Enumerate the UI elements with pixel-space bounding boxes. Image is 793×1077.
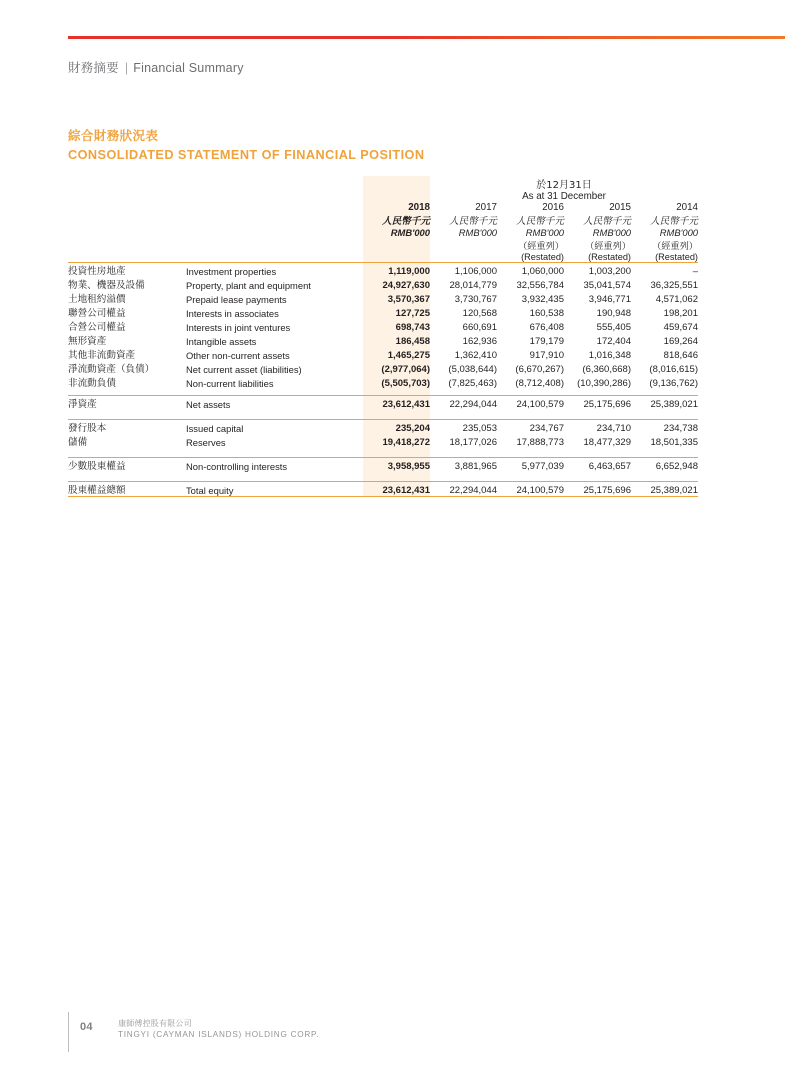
spacer-cell xyxy=(68,191,186,202)
cell-2016: 234,767 xyxy=(497,420,564,435)
spacer-cell xyxy=(631,472,698,482)
spacer-cell xyxy=(68,238,186,252)
cell-2014: 234,738 xyxy=(631,420,698,435)
row-label-zh: 其他非流動資產 xyxy=(68,350,136,361)
cell-2018: 1,119,000 xyxy=(363,263,430,278)
row-label-en: Total equity xyxy=(186,482,363,497)
cell-2018: 23,612,431 xyxy=(363,396,430,411)
cell-2014: 818,646 xyxy=(663,350,698,361)
cell-2017: 1,106,000 xyxy=(430,263,497,278)
cell-2016: 24,100,579 xyxy=(497,482,564,497)
spacer-cell xyxy=(497,472,564,482)
cell-2018: 3,958,955 xyxy=(363,458,430,473)
cell-2015: 18,477,329 xyxy=(583,437,631,448)
cell-2014: 25,389,021 xyxy=(631,396,698,411)
column-year-2015: 2015 xyxy=(609,202,631,213)
cell-2015: 3,946,771 xyxy=(588,294,631,305)
cell-2016: (6,670,267) xyxy=(515,364,564,375)
cell-2014: 459,674 xyxy=(663,322,698,333)
restated-zh-row xyxy=(68,238,698,252)
spacer-cell xyxy=(68,176,186,191)
spacer-cell xyxy=(68,448,186,458)
row-label-zh: 發行股本 xyxy=(68,420,186,435)
cell-2015: 172,404 xyxy=(596,336,631,347)
cell-2016: 676,408 xyxy=(529,322,564,333)
page-number: 04 xyxy=(80,1021,93,1033)
spacer-cell xyxy=(186,227,363,238)
spacer-cell-hl xyxy=(363,472,430,482)
currency-en-row xyxy=(68,227,698,238)
cell-2018: (2,977,064) xyxy=(363,361,430,375)
cell-2016: (8,712,408) xyxy=(515,378,564,389)
spacer-cell xyxy=(430,448,497,458)
cell-2016: 3,932,435 xyxy=(521,294,564,305)
spacer-cell xyxy=(186,202,363,213)
period-label-zh: 於12月31日 xyxy=(536,180,592,191)
cell-2015: 25,175,696 xyxy=(564,396,631,411)
cell-2016: 17,888,773 xyxy=(516,437,564,448)
row-label-en: Net assets xyxy=(186,396,363,411)
table-row xyxy=(68,277,698,291)
column-restated-en-2016: (Restated) xyxy=(521,252,564,262)
period-en-row xyxy=(68,191,698,202)
running-header xyxy=(68,58,244,76)
row-label-zh: 儲備 xyxy=(68,437,88,448)
spacer-cell xyxy=(186,238,363,252)
cell-2017: 3,881,965 xyxy=(430,458,497,473)
cell-2014: 18,501,335 xyxy=(650,437,698,448)
table-row-net-assets xyxy=(68,396,698,411)
cell-2014: (8,016,615) xyxy=(649,364,698,375)
row-label-zh: 合營公司權益 xyxy=(68,322,126,333)
column-currency-zh-2014: 人民幣千元 xyxy=(650,216,698,227)
cell-2018: 3,570,367 xyxy=(363,291,430,305)
spacer-cell xyxy=(430,410,497,420)
column-restated-zh-2016: （經重列） xyxy=(518,241,564,252)
column-currency-zh-2017: 人民幣千元 xyxy=(449,216,497,227)
row-label-zh: 物業、機器及設備 xyxy=(68,280,145,291)
spacer-cell xyxy=(186,176,363,191)
cell-2015: (10,390,286) xyxy=(577,378,631,389)
cell-2016: 1,060,000 xyxy=(497,263,564,278)
table-row xyxy=(68,420,698,435)
period-label-en: As at 31 December xyxy=(522,191,606,202)
cell-2018: (5,505,703) xyxy=(363,375,430,389)
spacer-cell xyxy=(430,472,497,482)
cell-2015: 6,463,657 xyxy=(564,458,631,473)
cell-2017: 28,014,779 xyxy=(449,280,497,291)
cell-2014: 25,389,021 xyxy=(631,482,698,497)
spacer-cell xyxy=(186,213,363,227)
row-label-en: Intangible assets xyxy=(186,336,257,347)
row-label-zh: 少數股東權益 xyxy=(68,458,186,473)
cell-2014: 198,201 xyxy=(663,308,698,319)
cell-2015: 25,175,696 xyxy=(564,482,631,497)
spacer-cell-hl xyxy=(363,448,430,458)
column-currency-en-2015: RMB'000 xyxy=(592,227,631,238)
spacer-cell xyxy=(631,410,698,420)
restated-en-row xyxy=(68,252,698,263)
spacer-cell xyxy=(564,472,631,482)
row-label-en: Other non-current assets xyxy=(186,350,290,361)
column-year-2018: 2018 xyxy=(363,202,430,213)
row-label-zh: 聯營公司權益 xyxy=(68,308,126,319)
column-restated-en-2017 xyxy=(430,252,497,263)
row-label-en: Interests in joint ventures xyxy=(186,322,291,333)
cell-2014: 169,264 xyxy=(663,336,698,347)
table-row-nci xyxy=(68,458,698,473)
year-row xyxy=(68,202,698,213)
currency-zh-row xyxy=(68,213,698,227)
spacer-cell-hl xyxy=(363,191,430,202)
cell-2015: (6,360,668) xyxy=(582,364,631,375)
spacer-cell-hl xyxy=(363,410,430,420)
column-year-2014: 2014 xyxy=(676,202,698,213)
cell-2015: 234,710 xyxy=(564,420,631,435)
spacer-cell xyxy=(564,410,631,420)
spacer-cell-hl xyxy=(363,176,430,191)
cell-2015: 1,016,348 xyxy=(588,350,631,361)
cell-2017: 235,053 xyxy=(430,420,497,435)
spacer-cell xyxy=(186,252,363,263)
row-label-zh: 淨流動資產（負債） xyxy=(68,364,155,375)
cell-2016: 24,100,579 xyxy=(497,396,564,411)
cell-2017: 22,294,044 xyxy=(430,396,497,411)
spacer-cell xyxy=(68,472,186,482)
table-row xyxy=(68,347,698,361)
cell-2018: 698,743 xyxy=(363,319,430,333)
row-label-zh: 無形資產 xyxy=(68,336,107,347)
table-row xyxy=(68,333,698,347)
row-label-en: Non-current liabilities xyxy=(186,378,274,389)
column-restated-zh-2014: （經重列） xyxy=(652,241,698,252)
row-label-zh: 淨資產 xyxy=(68,396,186,411)
company-name-en: TINGYI (CAYMAN ISLANDS) HOLDING CORP. xyxy=(118,1030,320,1039)
column-currency-zh-2018: 人民幣千元 xyxy=(363,213,430,227)
row-label-zh: 股東權益總額 xyxy=(68,482,186,497)
column-currency-en-2017: RMB'000 xyxy=(458,227,497,238)
column-restated-en-2015: (Restated) xyxy=(588,252,631,262)
spacer-cell xyxy=(68,227,186,238)
column-restated-zh-2018 xyxy=(363,238,430,252)
spacer-cell xyxy=(497,448,564,458)
cell-2015: 555,405 xyxy=(596,322,631,333)
cell-2018: 235,204 xyxy=(363,420,430,435)
cell-2016: 917,910 xyxy=(529,350,564,361)
cell-2017: 22,294,044 xyxy=(430,482,497,497)
row-label-en: Issued capital xyxy=(186,420,363,435)
column-currency-zh-2015: 人民幣千元 xyxy=(583,216,631,227)
row-label-en: Non-controlling interests xyxy=(186,458,363,473)
cell-2014: 4,571,062 xyxy=(655,294,698,305)
column-currency-en-2018: RMB'000 xyxy=(363,227,430,238)
spacer-cell xyxy=(68,202,186,213)
cell-2014: (9,136,762) xyxy=(649,378,698,389)
table-row xyxy=(68,291,698,305)
column-year-2016: 2016 xyxy=(542,202,564,213)
cell-2017: 18,177,026 xyxy=(449,437,497,448)
table-row xyxy=(68,375,698,389)
section-title-en: CONSOLIDATED STATEMENT OF FINANCIAL POSITION xyxy=(68,148,425,162)
footer-divider xyxy=(68,1012,69,1052)
row-label-en: Interests in associates xyxy=(186,308,279,319)
column-restated-en-2018 xyxy=(363,252,430,263)
cell-2016: 179,179 xyxy=(529,336,564,347)
column-year-2017: 2017 xyxy=(475,202,497,213)
column-currency-zh-2016: 人民幣千元 xyxy=(516,216,564,227)
cell-2017: 3,730,767 xyxy=(454,294,497,305)
spacer-cell xyxy=(564,448,631,458)
cell-2014: 6,652,948 xyxy=(631,458,698,473)
column-currency-en-2014: RMB'000 xyxy=(659,227,698,238)
cell-2017: (7,825,463) xyxy=(448,378,497,389)
row-label-en: Property, plant and equipment xyxy=(186,280,311,291)
row-label-en: Net current asset (liabilities) xyxy=(186,364,302,375)
cell-2015: 35,041,574 xyxy=(583,280,631,291)
table-row xyxy=(68,434,698,448)
cell-2017: (5,038,644) xyxy=(448,364,497,375)
cell-2017: 1,362,410 xyxy=(454,350,497,361)
table-row xyxy=(68,263,698,278)
financial-position-table xyxy=(68,176,698,497)
table-row xyxy=(68,305,698,319)
cell-2017: 120,568 xyxy=(462,308,497,319)
cell-2014: – xyxy=(631,263,698,278)
spacer-cell xyxy=(68,410,186,420)
cell-2018: 19,418,272 xyxy=(363,434,430,448)
column-restated-en-2014: (Restated) xyxy=(655,252,698,262)
cell-2018: 24,927,630 xyxy=(363,277,430,291)
cell-2018: 23,612,431 xyxy=(363,482,430,497)
column-restated-zh-2015: （經重列） xyxy=(585,241,631,252)
row-label-en: Investment properties xyxy=(186,263,363,278)
running-header-separator: | xyxy=(124,61,129,75)
spacer-cell xyxy=(186,191,363,202)
spacer-cell xyxy=(631,448,698,458)
column-restated-zh-2017 xyxy=(430,238,497,252)
row-spacer xyxy=(68,410,698,420)
page-top-rule xyxy=(68,36,785,39)
cell-2018: 1,465,275 xyxy=(363,347,430,361)
period-zh-row xyxy=(68,176,698,191)
table-row xyxy=(68,361,698,375)
cell-2018: 127,725 xyxy=(363,305,430,319)
cell-2018: 186,458 xyxy=(363,333,430,347)
spacer-cell xyxy=(186,448,363,458)
row-spacer xyxy=(68,448,698,458)
company-name-zh: 康師傅控股有限公司 xyxy=(118,1019,192,1028)
running-header-en: Financial Summary xyxy=(133,61,244,75)
cell-2014: 36,325,551 xyxy=(650,280,698,291)
row-label-en: Reserves xyxy=(186,437,226,448)
cell-2016: 160,538 xyxy=(529,308,564,319)
table-header xyxy=(68,176,698,263)
spacer-cell xyxy=(186,410,363,420)
row-label-en: Prepaid lease payments xyxy=(186,294,287,305)
cell-2016: 5,977,039 xyxy=(497,458,564,473)
cell-2017: 660,691 xyxy=(462,322,497,333)
cell-2015: 190,948 xyxy=(596,308,631,319)
running-header-zh: 財務摘要 xyxy=(68,60,119,75)
table-body xyxy=(68,263,698,497)
column-currency-en-2016: RMB'000 xyxy=(525,227,564,238)
cell-2017: 162,936 xyxy=(462,336,497,347)
spacer-cell xyxy=(497,410,564,420)
cell-2015: 1,003,200 xyxy=(564,263,631,278)
table-row-total-equity xyxy=(68,482,698,497)
table-row xyxy=(68,319,698,333)
section-title xyxy=(68,128,424,164)
cell-2016: 32,556,784 xyxy=(516,280,564,291)
row-label-zh: 土地租約溢價 xyxy=(68,294,126,305)
page-footer xyxy=(68,1008,568,1056)
row-label-zh: 非流動負債 xyxy=(68,378,116,389)
spacer-cell xyxy=(68,213,186,227)
row-label-zh: 投資性房地產 xyxy=(68,263,186,278)
spacer-cell xyxy=(186,472,363,482)
section-title-zh: 綜合財務狀況表 xyxy=(68,128,159,143)
row-spacer xyxy=(68,472,698,482)
spacer-cell xyxy=(68,252,186,263)
